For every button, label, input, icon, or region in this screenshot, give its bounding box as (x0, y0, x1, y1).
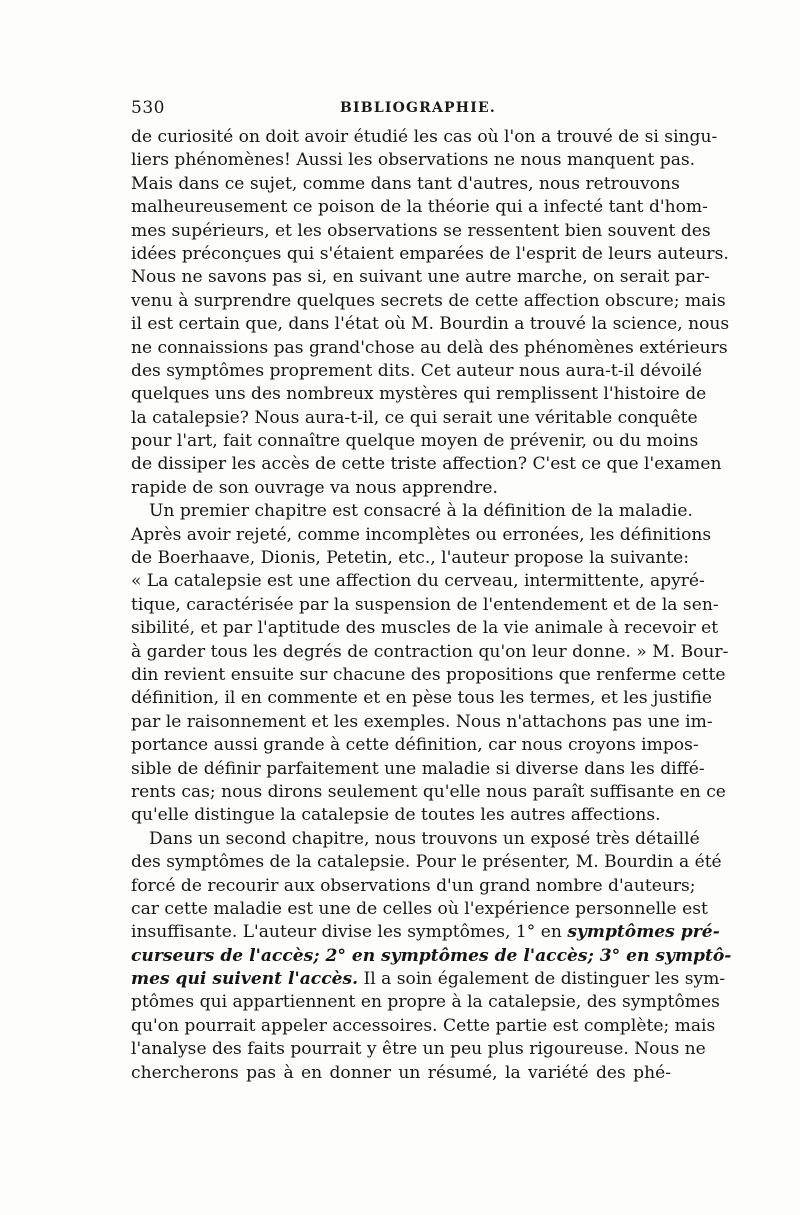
text-line (131, 921, 720, 944)
text-line: qu'on pourrait appeler accessoires. Cette partie est complète; mais (131, 1015, 716, 1036)
text-line: par le raisonnement et les exemples. Nous n'attachons pas une im- (131, 711, 713, 732)
text-line: chercherons pas à en donner un résumé, la variété des phé- (131, 1062, 671, 1083)
text-line: venu à surprendre quelques secrets de cette affection obscure; mais (131, 290, 726, 311)
text-line: l'analyse des faits pourrait y être un peu plus rigoureuse. Nous ne (131, 1039, 706, 1060)
text-line: car cette maladie est une de celles où l'expérience personnelle est (131, 898, 708, 919)
text-line: tique, caractérisée par la suspension de l'entendement et de la sen- (131, 594, 719, 615)
text-line: pour l'art, fait connaître quelque moyen de prévenir, ou du moins (131, 431, 699, 452)
running-title: BIBLIOGRAPHIE. (340, 100, 496, 116)
text-run: insuffisante. L'auteur divise les symptômes, 1° en (131, 922, 568, 943)
text-line: forcé de recourir aux observations d'un grand nombre d'auteurs; (131, 875, 696, 896)
text-line (131, 968, 726, 991)
italic-term: symptô- (655, 945, 732, 966)
italic-term: curseurs de l'accès; 2° en (131, 945, 382, 966)
text-line: définition, il en commente et en pèse tous les termes, et les justifie (131, 688, 712, 709)
text-line: portance aussi grande à cette définition, car nous croyons impos- (131, 735, 699, 756)
text-line: rapide de son ouvrage va nous apprendre. (131, 477, 498, 498)
text-line (131, 945, 732, 968)
text-line: à garder tous les degrés de contraction qu'on leur donne. » M. Bour- (131, 641, 729, 662)
text-run: Il a soin également de distinguer les sym- (358, 969, 726, 990)
text-line: idées préconçues qui s'étaient emparées de l'esprit de leurs auteurs. (131, 243, 729, 264)
text-line: ptômes qui appartiennent en propre à la catalepsie, des symptômes (131, 992, 720, 1013)
text-line: qu'elle distingue la catalepsie de toutes les autres affections. (131, 805, 661, 826)
text-line: rents cas; nous dirons seulement qu'elle nous paraît suffisante en ce (131, 781, 726, 802)
text-line: des symptômes proprement dits. Cet auteur nous aura-t-il dévoilé (131, 360, 702, 381)
text-line: Après avoir rejeté, comme incomplètes ou erronées, les définitions (131, 524, 712, 545)
text-line: malheureusement ce poison de la théorie qui a infecté tant d'hom- (131, 197, 708, 218)
text-line: liers phénomènes! Aussi les observations ne nous manquent pas. (131, 150, 696, 171)
text-line: mes supérieurs, et les observations se ressentent bien souvent des (131, 220, 711, 241)
page-number: 530 (131, 98, 165, 118)
text-line: Nous ne savons pas si, en suivant une autre marche, on serait par- (131, 267, 710, 288)
text-line: de dissiper les accès de cette triste affection? C'est ce que l'examen (131, 454, 722, 475)
page-header (131, 98, 671, 124)
italic-term: symptômes pré- (567, 922, 720, 943)
text-line: quelques uns des nombreux mystères qui remplissent l'histoire de (131, 384, 707, 405)
paragraph-start-line: Dans un second chapitre, nous trouvons un exposé très détaillé (149, 828, 700, 849)
text-line: ne connaissions pas grand'chose au delà des phénomènes extérieurs (131, 337, 728, 358)
text-line: de curiosité on doit avoir étudié les cas où l'on a trouvé de si singu- (131, 127, 718, 147)
text-line: il est certain que, dans l'état où M. Bourdin a trouvé la science, nous (131, 314, 730, 335)
text-line: de Boerhaave, Dionis, Petetin, etc., l'auteur propose la suivante: (131, 548, 690, 569)
italic-term: mes qui suivent l'accès. (131, 969, 359, 990)
body-text (131, 126, 732, 1085)
text-line: sibilité, et par l'aptitude des muscles de la vie animale à recevoir et (131, 618, 719, 639)
text-line: la catalepsie? Nous aura-t-il, ce qui serait une véritable conquête (131, 407, 698, 428)
italic-term: symptômes de l'accès; 3° en (381, 945, 656, 966)
text-line: din revient ensuite sur chacune des propositions que renferme cette (131, 664, 726, 685)
text-line: sible de définir parfaitement une maladie si diverse dans les diffé- (131, 758, 705, 779)
text-line: « La catalepsie est une affection du cerveau, intermittente, apyré- (131, 571, 705, 592)
paragraph-start-line: Un premier chapitre est consacré à la définition de la maladie. (149, 501, 693, 522)
text-line: des symptômes de la catalepsie. Pour le présenter, M. Bourdin a été (131, 852, 722, 873)
text-line: Mais dans ce sujet, comme dans tant d'autres, nous retrouvons (131, 173, 680, 194)
